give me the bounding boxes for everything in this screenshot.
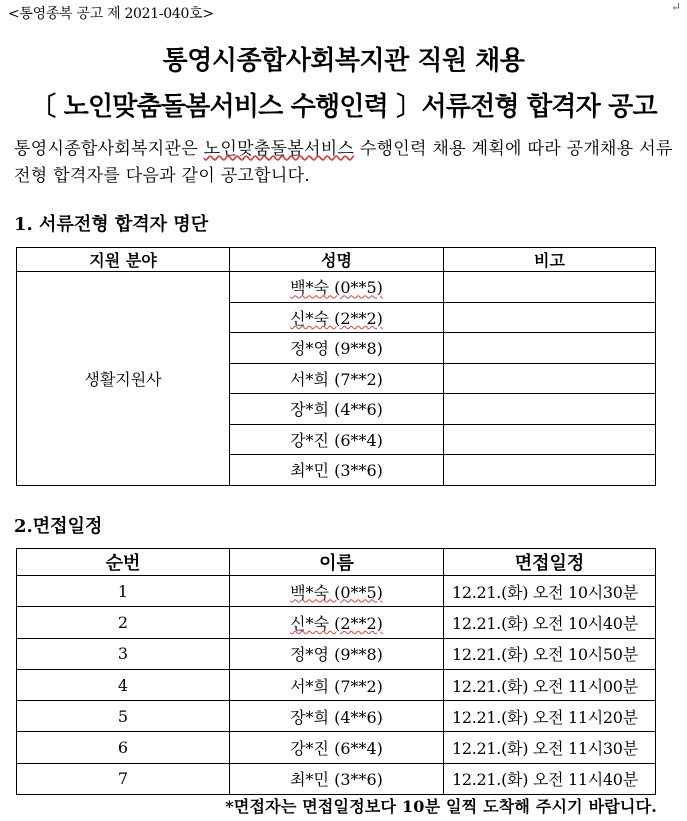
column-header: 비고 — [444, 248, 656, 272]
page-subtitle — [0, 86, 687, 123]
order-cell: 6 — [17, 732, 230, 763]
intro-program: 노인맞춤돌봄서비스 — [203, 139, 355, 159]
order-cell: 4 — [17, 669, 230, 700]
column-header: 면접일정 — [444, 549, 656, 576]
column-header: 순번 — [17, 549, 230, 576]
note-cell — [444, 333, 656, 364]
intro-paragraph — [14, 136, 674, 190]
name-cell: 정*영 (9**8) — [230, 333, 444, 364]
name-cell: 장*희 (4**6) — [230, 394, 444, 425]
table-row — [17, 272, 656, 303]
note-cell — [444, 394, 656, 425]
schedule-cell: 12.21.(화) 오전 10시50분 — [444, 638, 656, 669]
applicant-name: 백*숙 (0**5) — [290, 582, 383, 602]
order-cell: 1 — [17, 576, 230, 607]
name-cell: 서*희 (7**2) — [230, 363, 444, 394]
name-cell: 장*희 (4**6) — [230, 701, 444, 732]
order-cell: 3 — [17, 638, 230, 669]
name-cell: 정*영 (9**8) — [230, 638, 444, 669]
section1-heading: 1. 서류전형 합격자 명단 — [14, 214, 209, 235]
table-row — [17, 576, 656, 607]
table-header-row — [17, 248, 656, 272]
schedule-cell: 12.21.(화) 오전 11시40분 — [444, 763, 656, 794]
name-cell — [230, 272, 444, 303]
column-header: 지원 분야 — [17, 248, 230, 272]
subtitle-prefix: 〔 — [30, 92, 64, 122]
field-cell: 생활지원사 — [17, 272, 230, 486]
order-cell: 7 — [17, 763, 230, 794]
applicant-name: 신*숙 (2**2) — [290, 308, 383, 328]
schedule-cell: 12.21.(화) 오전 11시20분 — [444, 701, 656, 732]
column-header: 성명 — [230, 248, 444, 272]
notice-reference: <통영종복 공고 제 2021-040호> — [8, 6, 214, 22]
name-cell: 서*희 (7**2) — [230, 669, 444, 700]
name-cell: 강*진 (6**4) — [230, 424, 444, 455]
table-row — [17, 732, 656, 763]
order-cell: 2 — [17, 607, 230, 638]
footer-note: *면접자는 면접일정보다 10분 일찍 도착해 주시기 바랍니다. — [225, 797, 657, 816]
name-cell: 최*민 (3**6) — [230, 763, 444, 794]
subtitle-suffix: 수행인력 〕서류전형 합격자 공고 — [282, 92, 657, 122]
applicant-name: 백*숙 (0**5) — [290, 278, 383, 298]
note-cell — [444, 424, 656, 455]
order-cell: 5 — [17, 701, 230, 732]
page-title: 통영시종합사회복지관 직원 채용 — [162, 46, 525, 76]
intro-part2: 수행인력 채용 계획에 따라 공개채용 서류전형 합격자를 다음과 같이 공고합니다. — [14, 139, 673, 186]
intro-part1: 통영시종합사회복지관은 — [14, 139, 204, 159]
schedule-cell: 12.21.(화) 오전 11시30분 — [444, 732, 656, 763]
name-cell — [230, 302, 444, 333]
table-header-row — [17, 549, 656, 576]
table-row — [17, 763, 656, 794]
note-cell — [444, 302, 656, 333]
name-cell: 강*진 (6**4) — [230, 732, 444, 763]
interview-schedule-table — [16, 548, 656, 795]
paragraph-mark-icon: ↵ — [670, 0, 681, 14]
schedule-cell: 12.21.(화) 오전 10시40분 — [444, 607, 656, 638]
name-cell — [230, 576, 444, 607]
name-cell: 최*민 (3**6) — [230, 455, 444, 486]
table-row — [17, 669, 656, 700]
note-cell — [444, 455, 656, 486]
passers-table — [16, 247, 656, 486]
name-cell — [230, 607, 444, 638]
table-row — [17, 607, 656, 638]
schedule-cell: 12.21.(화) 오전 11시00분 — [444, 669, 656, 700]
table-row — [17, 701, 656, 732]
applicant-name: 신*숙 (2**2) — [290, 613, 383, 633]
table-row — [17, 638, 656, 669]
section2-heading: 2.면접일정 — [14, 516, 103, 537]
schedule-cell: 12.21.(화) 오전 10시30분 — [444, 576, 656, 607]
note-cell — [444, 272, 656, 303]
note-cell — [444, 363, 656, 394]
subtitle-program: 노인맞춤돌봄서비스 — [63, 92, 283, 122]
column-header: 이름 — [230, 549, 444, 576]
